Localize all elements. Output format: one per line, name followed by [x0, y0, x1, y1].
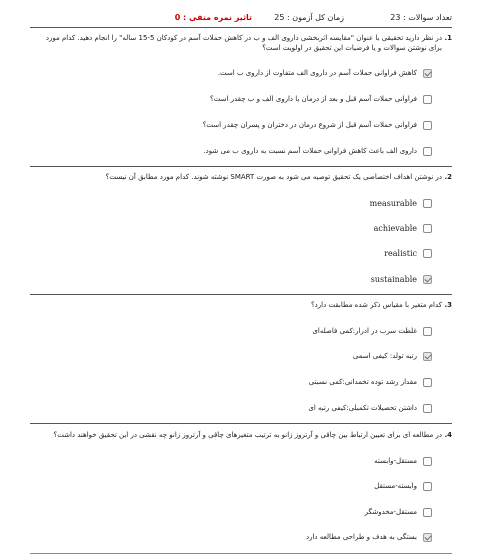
checkbox[interactable]: [423, 121, 432, 130]
question-2: [40, 172, 452, 182]
question-text: کدام متغیر با مقیاس ذکر شده مطابقت دارد؟: [310, 301, 442, 309]
option-label: وابسته-مستقل: [374, 482, 417, 490]
q4-option-4[interactable]: [306, 531, 432, 543]
exam-header: [30, 10, 452, 26]
q3-option-1[interactable]: [312, 325, 432, 337]
option-label: داشتن تحصیلات تکمیلی:کیفی رتبه ای: [308, 404, 417, 412]
q2-option-3[interactable]: [384, 247, 432, 259]
checkbox[interactable]: [423, 482, 432, 491]
option-label: measurable: [369, 198, 417, 208]
option-label: فراوانی حملات آسم قبل و بعد از درمان با داروی الف و ب چقدر است؟: [209, 95, 417, 103]
q1-option-2[interactable]: [210, 93, 432, 105]
option-label: achievable: [373, 223, 417, 233]
q1-option-3[interactable]: [203, 119, 432, 131]
option-label: realistic: [384, 248, 417, 258]
checkbox[interactable]: [423, 508, 432, 517]
q4-option-3[interactable]: [365, 506, 432, 518]
option-label: مستقل-مخدوشگر: [364, 508, 417, 516]
q4-option-1[interactable]: [374, 455, 432, 467]
q1-option-4[interactable]: [203, 145, 432, 157]
option-label: رتبه تولد: کیفی اسمی: [352, 352, 417, 360]
checkbox[interactable]: [423, 404, 432, 413]
question-number: 2.: [444, 173, 452, 181]
question-number: 3.: [444, 301, 452, 309]
checkbox[interactable]: [423, 95, 432, 104]
q3-option-4[interactable]: [308, 402, 432, 414]
option-label: sustainable: [370, 274, 417, 284]
q3-option-2[interactable]: [353, 350, 432, 362]
question-4: [40, 430, 452, 440]
q1-option-1[interactable]: [218, 67, 432, 79]
checkbox[interactable]: [423, 224, 432, 233]
q2-option-4[interactable]: [371, 273, 432, 285]
checkbox[interactable]: [423, 327, 432, 336]
checkbox-checked[interactable]: [423, 275, 432, 284]
question-divider: [30, 553, 452, 554]
negative-mark: تاثیر نمره منفی : 0: [174, 13, 252, 22]
option-label: فراوانی حملات آسم قبل از شروع درمان در دختران و پسران چقدر است؟: [202, 121, 417, 129]
option-label: مقدار رشد توده تخمدانی:کمی نسبتی: [308, 378, 417, 386]
question-divider: [30, 166, 452, 167]
question-text: در مطالعه ای برای تعیین ارتباط بین چاقی و آرتروز زانو به ترتیب متغیرهای چاقی و آرتروز زانو چه نقشی در این تحقیق خواهند داشت؟: [53, 431, 442, 439]
checkbox[interactable]: [423, 378, 432, 387]
option-label: غلظت سرب در ادرار:کمی فاصله‌ای: [312, 327, 417, 335]
question-divider: [30, 423, 452, 424]
q4-option-2[interactable]: [374, 480, 432, 492]
question-text: در نوشتن اهداف اختصاصی یک تحقیق توصیه می شود به صورت SMART نوشته شوند. کدام مورد مطابق آن نیست؟: [105, 173, 442, 181]
total-time: زمان کل آزمون : 25: [274, 13, 344, 22]
question-number: 4.: [444, 431, 452, 439]
option-label: کاهش فراوانی حملات آسم در داروی الف متفاوت از داروی ب است.: [217, 69, 417, 77]
option-label: بستگی به هدف و طراحی مطالعه دارد: [305, 533, 417, 541]
checkbox-checked[interactable]: [423, 69, 432, 78]
option-label: مستقل-وابسته: [374, 457, 417, 465]
checkbox[interactable]: [423, 249, 432, 258]
question-text: در نظر دارید تحقیقی با عنوان "مقایسه اثربخشی داروی الف و ب در کاهش حملات آسم در کودکان 5-15 ساله" را انجام دهید. کدام مورد برای نوشتن سوالات و یا فرضیات این تحقیق در اولویت است؟: [45, 34, 442, 52]
question-3: [40, 300, 452, 310]
question-1: [40, 33, 452, 53]
q2-option-2[interactable]: [374, 222, 432, 234]
header-divider: [30, 27, 452, 28]
q2-option-1[interactable]: [370, 197, 432, 209]
question-divider: [30, 294, 452, 295]
checkbox-checked[interactable]: [423, 533, 432, 542]
checkbox[interactable]: [423, 457, 432, 466]
question-number: 1.: [444, 34, 452, 42]
option-label: داروی الف باعث کاهش فراوانی حملات آسم نسبت به داروی ب می شود.: [203, 147, 417, 155]
checkbox-checked[interactable]: [423, 352, 432, 361]
q3-option-3[interactable]: [309, 376, 432, 388]
checkbox[interactable]: [423, 199, 432, 208]
checkbox[interactable]: [423, 147, 432, 156]
question-count: تعداد سوالات : 23: [390, 13, 452, 22]
